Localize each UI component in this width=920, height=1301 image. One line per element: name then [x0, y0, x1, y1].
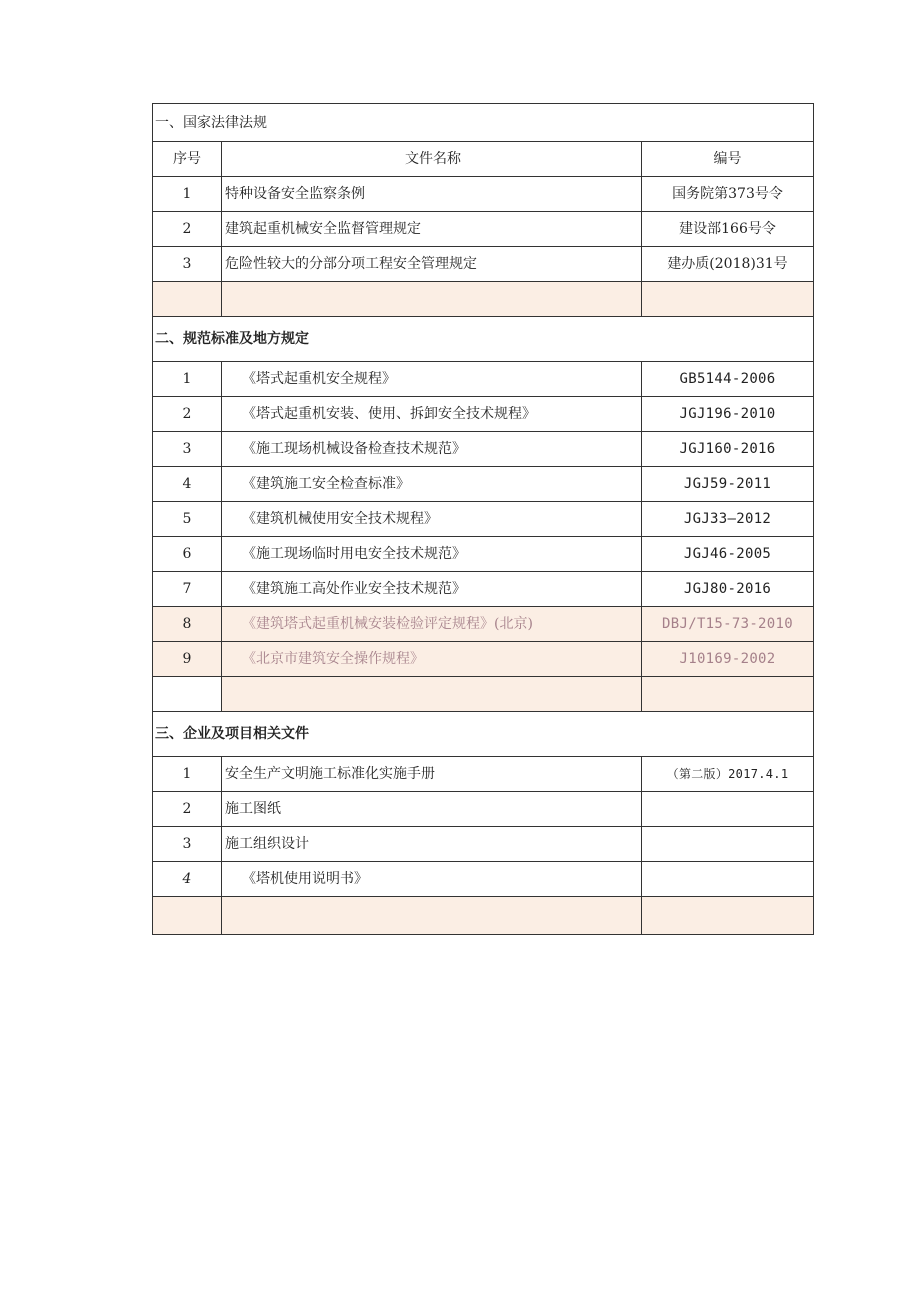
table-row — [153, 467, 814, 502]
row-code: GB5144-2006 — [642, 362, 814, 397]
empty-cell — [153, 897, 222, 935]
section-1-title-row — [153, 104, 814, 142]
row-seq: 6 — [153, 537, 222, 572]
row-name: 《塔机使用说明书》 — [222, 862, 642, 897]
table-row-highlighted — [153, 607, 814, 642]
table-row — [153, 247, 814, 282]
row-name: 建筑起重机械安全监督管理规定 — [222, 212, 642, 247]
empty-cell — [222, 897, 642, 935]
row-seq: 1 — [153, 757, 222, 792]
table-row — [153, 432, 814, 467]
row-seq: 3 — [153, 827, 222, 862]
row-name: 《建筑塔式起重机械安装检验评定规程》(北京) — [222, 607, 642, 642]
empty-cell — [642, 282, 814, 317]
row-name: 施工图纸 — [222, 792, 642, 827]
row-code: 国务院第373号令 — [642, 177, 814, 212]
row-code: J10169-2002 — [642, 642, 814, 677]
row-name: 《建筑施工高处作业安全技术规范》 — [222, 572, 642, 607]
table-row-highlighted — [153, 642, 814, 677]
row-code: 建设部166号令 — [642, 212, 814, 247]
row-name: 《建筑施工安全检查标准》 — [222, 467, 642, 502]
empty-cell — [153, 282, 222, 317]
row-code — [642, 827, 814, 862]
table-row — [153, 792, 814, 827]
empty-row — [153, 897, 814, 935]
table-row — [153, 502, 814, 537]
section-3-title-row — [153, 712, 814, 757]
row-name: 《塔式起重机安全规程》 — [222, 362, 642, 397]
table-row — [153, 362, 814, 397]
row-name: 危险性较大的分部分项工程安全管理规定 — [222, 247, 642, 282]
table-row — [153, 537, 814, 572]
row-code — [642, 792, 814, 827]
row-name: 施工组织设计 — [222, 827, 642, 862]
empty-row — [153, 282, 814, 317]
row-seq: 1 — [153, 362, 222, 397]
row-code: JGJ160-2016 — [642, 432, 814, 467]
table-row — [153, 212, 814, 247]
row-name: 《建筑机械使用安全技术规程》 — [222, 502, 642, 537]
row-seq: 3 — [153, 432, 222, 467]
row-code: JGJ46-2005 — [642, 537, 814, 572]
table-header-row — [153, 142, 814, 177]
row-seq: 2 — [153, 397, 222, 432]
table-row — [153, 757, 814, 792]
row-seq: 4 — [153, 467, 222, 502]
empty-cell — [222, 282, 642, 317]
table-row — [153, 572, 814, 607]
row-code: （第二版）2017.4.1 — [642, 757, 814, 792]
row-code: 建办质(2018)31号 — [642, 247, 814, 282]
row-seq: 3 — [153, 247, 222, 282]
empty-cell — [642, 897, 814, 935]
row-seq: 2 — [153, 792, 222, 827]
row-code: DBJ/T15-73-2010 — [642, 607, 814, 642]
section-2-title: 二、规范标准及地方规定 — [153, 317, 814, 362]
section-3-title: 三、企业及项目相关文件 — [153, 712, 814, 757]
row-name: 《塔式起重机安装、使用、拆卸安全技术规程》 — [222, 397, 642, 432]
row-seq: 8 — [153, 607, 222, 642]
row-code: JGJ59-2011 — [642, 467, 814, 502]
row-name: 安全生产文明施工标准化实施手册 — [222, 757, 642, 792]
row-seq: 9 — [153, 642, 222, 677]
regulations-table — [152, 103, 814, 935]
row-code — [642, 862, 814, 897]
header-seq: 序号 — [153, 142, 222, 177]
table-row — [153, 177, 814, 212]
row-name: 《北京市建筑安全操作规程》 — [222, 642, 642, 677]
header-name: 文件名称 — [222, 142, 642, 177]
table-row — [153, 827, 814, 862]
header-code: 编号 — [642, 142, 814, 177]
table-row — [153, 397, 814, 432]
section-2-title-row — [153, 317, 814, 362]
empty-cell — [222, 677, 642, 712]
empty-row — [153, 677, 814, 712]
section-1-title: 一、国家法律法规 — [153, 104, 814, 142]
row-seq: 2 — [153, 212, 222, 247]
row-code: JGJ33—2012 — [642, 502, 814, 537]
row-code: JGJ196-2010 — [642, 397, 814, 432]
row-code: JGJ80-2016 — [642, 572, 814, 607]
row-seq: 5 — [153, 502, 222, 537]
row-name: 特种设备安全监察条例 — [222, 177, 642, 212]
empty-cell — [642, 677, 814, 712]
row-seq: 7 — [153, 572, 222, 607]
empty-cell — [153, 677, 222, 712]
row-name: 《施工现场机械设备检查技术规范》 — [222, 432, 642, 467]
row-name: 《施工现场临时用电安全技术规范》 — [222, 537, 642, 572]
row-seq: 1 — [153, 177, 222, 212]
row-seq: 4 — [153, 862, 222, 897]
table-row — [153, 862, 814, 897]
